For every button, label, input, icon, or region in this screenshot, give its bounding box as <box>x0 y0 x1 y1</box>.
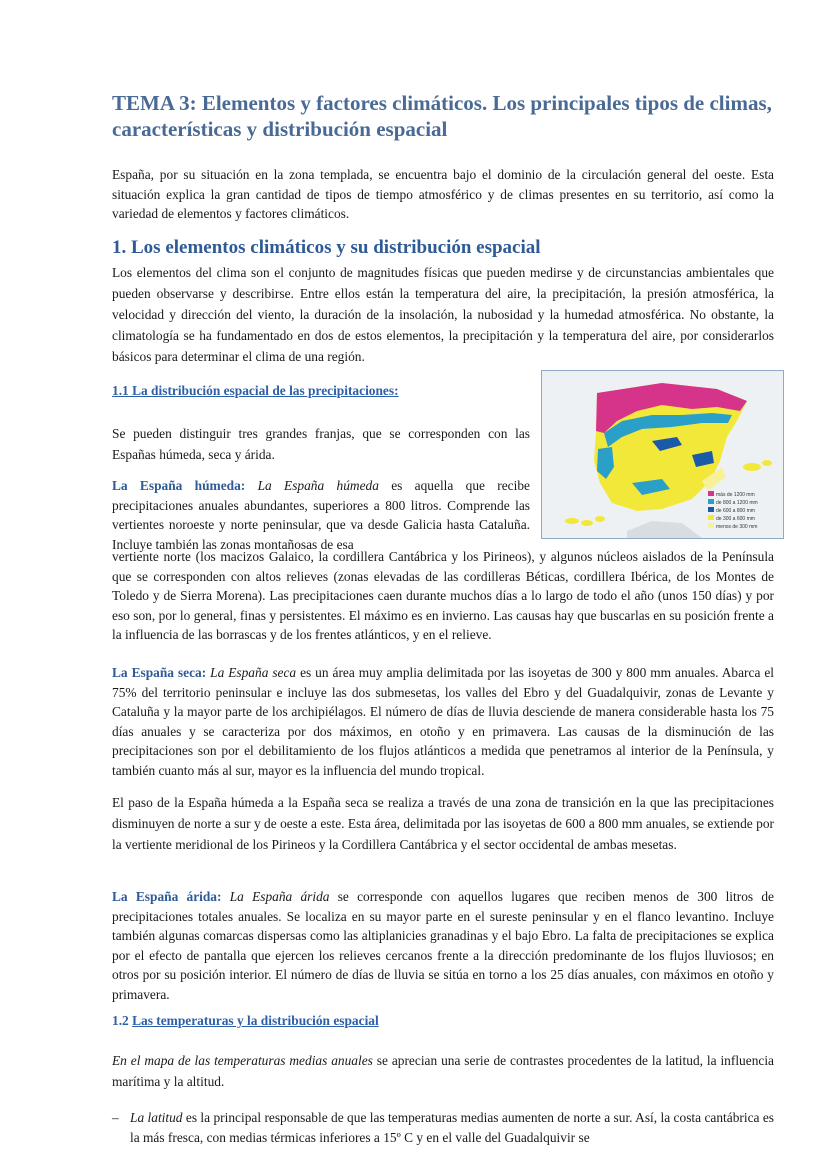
bullet-text: es la principal responsable de que las temperaturas medias aumenten de norte a sur. Así, la costa cantábrica es la más fresca, con medias térmicas inferiores a 15º C y en el valle del Guadalquivir se <box>130 1110 774 1145</box>
arida-text: se corresponde con aquellos lugares que reciben menos de 300 litros de precipitaciones totales anuales. Se localiza en su mayor parte en el sureste peninsular y en el flanco levantino. Incluye también algunas comarcas dispersas como las altiplanicies granadinas y el bajo Ebro. La falta de precipitaciones se explica por el efecto de pantalla que ejercen los relieves cercanos frente a la dirección predominante de los flujos lluviosos; en otros por su posición interior. El número de días de lluvia se sitúa en torno a los 25 días anuales, con máximos en otoño y primavera. <box>112 889 774 1002</box>
humeda-lead: La España húmeda: <box>112 478 246 493</box>
arida-italic: La España árida <box>229 889 330 904</box>
bullet-dash: – <box>112 1110 119 1125</box>
seca-italic: La España seca <box>210 665 297 680</box>
legend-swatch <box>708 491 714 496</box>
legend-label: de 600 a 800 mm <box>716 508 755 514</box>
legend-item <box>708 499 780 507</box>
temperaturas-intro <box>112 1050 774 1092</box>
humeda-paragraph-a <box>112 476 530 554</box>
legend-swatch <box>708 523 714 528</box>
franjas-intro: Se pueden distinguir tres grandes franjas, que se corresponden con las Españas húmeda, seca y árida. <box>112 426 530 462</box>
temperaturas-intro-italic: En el mapa de las temperaturas medias anuales <box>112 1053 373 1068</box>
legend-item <box>708 507 780 515</box>
humeda-italic: La España húmeda <box>257 478 379 493</box>
section-paragraph: Los elementos del clima son el conjunto de magnitudes físicas que pueden medirse y de circunstancias ambientales que pueden observarse y describirse. Entre ellos están la temperatura del aire, la precipitación, la presión atmosférica, la velocidad y dirección del viento, la duración de la insolación, la nubosidad y la humedad atmosférica. No obstante, la climatología se ha fundamentado en dos de estos elementos, la precipitación y la temperatura del aire, por considerarlos básicos para determinar el clima de una región. <box>112 265 774 364</box>
transicion-paragraph: El paso de la España húmeda a la España seca se realiza a través de una zona de transición en la que las precipitaciones disminuyen de norte a sur y de oeste a este. Esta área, delimitada por las isoyetas de 600 a 800 mm anuales, se extiende por la vertiente meridional de los Pirineos y la Cordillera Cantábrica y el sector occidental de ambas mesetas. <box>112 795 774 852</box>
arida-paragraph <box>112 887 774 1004</box>
legend-swatch <box>708 499 714 504</box>
section-heading: 1. Los elementos climáticos y su distribución espacial <box>112 237 541 258</box>
subsection-heading-temperaturas <box>112 1013 379 1029</box>
subsection-number: 1.2 <box>112 1013 133 1028</box>
humeda-paragraph-b: vertiente norte (los macizos Galaico, la cordillera Cantábrica y los Pirineos), y algunos núcleos aislados de la Península que se corresponden con altos relieves (zonas elevadas de las cordilleras Béticas, cordillera Ibérica, de los Montes de Toledo y de Sierra Morena). Las precipitaciones caen durante muchos días a lo largo de todo el año (unos 150 días) y por eso son, por lo general, finas y persistentes. El máximo es en invierno. Las causas hay que buscarlas en su posición frente a la influencia de las borrascas y de los frentes atlánticos, y en el relieve. <box>112 549 774 642</box>
legend-label: menos de 300 mm <box>716 524 758 530</box>
map-legend <box>708 491 780 531</box>
bullet-italic: La latitud <box>130 1110 183 1125</box>
temperaturas-intro-rest: se aprecian una serie de contrastes procedentes de la latitud, la influencia marítima y la altitud. <box>112 1053 774 1089</box>
legend-swatch <box>708 507 714 512</box>
subsection-heading-precipitaciones: 1.1 La distribución espacial de las precipitaciones: <box>112 383 399 398</box>
precipitation-map <box>541 370 784 539</box>
legend-swatch <box>708 515 714 520</box>
legend-item <box>708 523 780 531</box>
humeda-text-a: es aquella que recibe precipitaciones anuales abundantes, superiores a 800 litros. Comprende las vertientes noroeste y norte peninsular, que va desde Galicia hasta Cataluña. Incluye también las zonas montañosas de esa <box>112 478 530 552</box>
legend-item <box>708 491 780 499</box>
seca-text: es un área muy amplia delimitada por las isoyetas de 300 y 800 mm anuales. Abarca el 75% del territorio peninsular e incluye las dos submesetas, los valles del Ebro y del Guadalquivir, zonas de Levante y Cataluña y la mayor parte de los archipiélagos. El número de días de lluvia desciende de manera considerable hasta los 75 días anuales y se caracteriza por dos máximos, en otoño y en primavera. Las causas de la disminución de las precipitaciones son por el debilitamiento de los flujos atlánticos a medida que penetramos al interior de la Península, y también cuanto más al sur, mayor es la influencia del mundo tropical. <box>112 665 774 778</box>
legend-label: de 800 a 1200 mm <box>716 500 758 506</box>
legend-label: más de 1200 mm <box>716 492 755 498</box>
subsection-title: Las temperaturas y la distribución espacial <box>132 1013 379 1028</box>
intro-paragraph: España, por su situación en la zona templada, se encuentra bajo el dominio de la circulación general del oeste. Esta situación explica la gran cantidad de tipos de tiempo atmosférico y de climas presentes en su territorio, así como la variedad de elementos y factores climáticos. <box>112 167 774 221</box>
page-title: TEMA 3: Elementos y factores climáticos. Los principales tipos de climas, características y distribución espacial <box>112 91 772 141</box>
bullet-latitud <box>130 1108 774 1148</box>
seca-paragraph <box>112 663 774 780</box>
legend-label: de 300 a 600 mm <box>716 516 755 522</box>
seca-lead: La España seca: <box>112 665 207 680</box>
arida-lead: La España árida: <box>112 889 222 904</box>
legend-item <box>708 515 780 523</box>
